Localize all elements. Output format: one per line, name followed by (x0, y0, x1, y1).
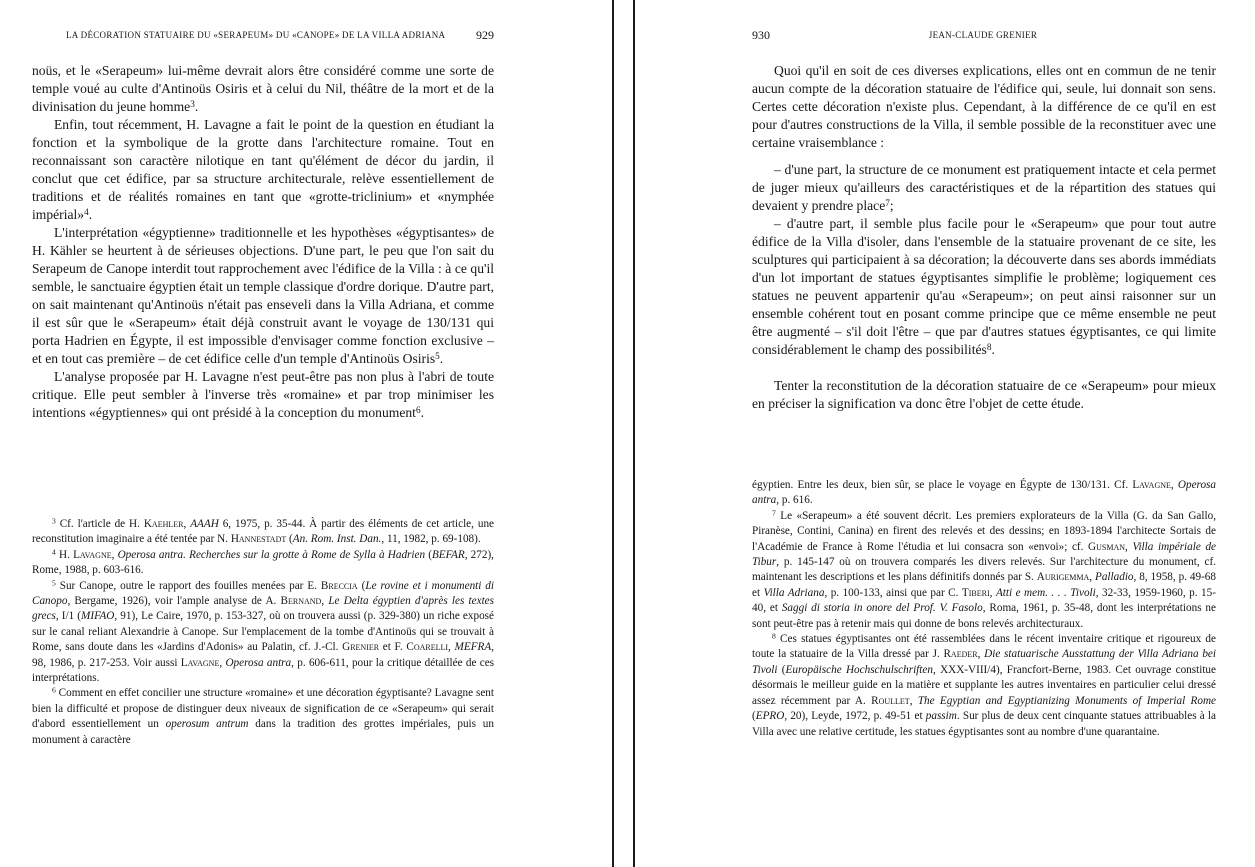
left-footnotes (32, 517, 494, 748)
right-page-number: 930 (752, 28, 770, 42)
footnote-4: $^4$ H. Lavagne, Operosa antra. Recherches sur la grotte à Rome de Sylla à Hadrien (BEFAR, 272), Rome, 1988, p. 603-616. (32, 547, 494, 577)
footnote-5: $^5$ Sur Canope, outre le rapport des fouilles menées par E. Breccia (Le rovine et i monumenti di Canopo, Bergame, 1926), voir l'ample analyse de A. Bernand, Le Delta égyptien d'après les textes grecs, I/1 (MIFAO, 91), Le Caire, 1970, p. 153-327, où on trouvera aussi (p. 329-380) un riche exposé sur le canal reliant Alexandrie à Canope. Sur l'emplacement de la tombe d'Antinoüs qui se trouvait à Rome, sans doute dans les «Jardins d'Adonis» au Palatin, cf. J.-Cl. Grenier et F. Coarelli, MEFRA, 98, 1986, p. 217-253. Voir aussi Lavagne, Operosa antra, p. 606-611, pour la critique détaillée de ces interprétations. (32, 578, 495, 685)
left-running-header (66, 28, 494, 44)
right-running-head: JEAN-CLAUDE GRENIER (928, 30, 1038, 40)
gutter-line (612, 0, 614, 867)
paragraph: noüs, et le «Serapeum» lui-même devrait alors être considéré comme une sorte de temple voué au culte d'Antinoüs Osiris et à celui du Nil, théâtre de la mort et de la divinisation du jeune homme$^3$. (32, 63, 494, 114)
right-page (636, 0, 1255, 867)
paragraph: Quoi qu'il en soit de ces diverses explications, elles ont en commun de ne tenir aucun compte de la décoration statuaire de l'édifice qui, seule, lui donnait son sens. Certes cette décoration n'existe plus. Cependant, à la différence de ce qu'il en est pour d'autres constructions de la Villa, il semble possible de la reconstituer avec une certaine vraisemblance : (752, 63, 1216, 150)
footnote-3: $^3$ Cf. l'article de H. Kaehler, AAAH 6, 1975, p. 35-44. À partir des éléments de cet article, une reconstitution imaginaire a été tentée par N. Hannestadt (An. Rom. Inst. Dan., 11, 1982, p. 69-108). (32, 516, 495, 546)
footnote-ref: 6 (415, 404, 421, 415)
left-running-head: LA DÉCORATION STATUAIRE DU «SERAPEUM» DU «CANOPE» DE LA VILLA ADRIANA (66, 30, 446, 40)
left-body-text (32, 62, 494, 422)
paragraph: L'analyse proposée par H. Lavagne n'est peut-être pas non plus à l'abri de toute critique. Elle peut sembler à l'inverse très «romaine» et par trop minimiser les intentions «égyptiennes» qui ont présidé à la conception du monument$^6$. (32, 369, 494, 420)
right-body-text (752, 62, 1216, 413)
footnote-ref: 8 (986, 341, 992, 352)
footnote-ref: 3 (190, 98, 195, 109)
footnote-7: $^7$ Le «Serapeum» a été souvent décrit. Les premiers explorateurs de la Villa (G. da San Gallo, Piranèse, Contini, Canina) en firent des relevés et des dessins; en 1893-1894 l'architecte Sortais de l'Académie de France à Rome l'étudia et lui consacra son «envoi»; cf. Gusman, Villa impériale de Tibur, p. 145-147 où on trouvera comparés les divers relevés. Sur l'architecture du monument, cf. maintenant les descriptions et les plans définitifs donnés par S. Aurigemma, Palladio, 8, 1958, p. 49-68 et Villa Adriana, p. 100-133, ainsi que par C. Tiberi, Atti e mem. . . . Tivoli, 32-33, 1959-1960, p. 15-40, et Saggi di storia in onore del Prof. V. Fasolo, Roma, 1961, p. 35-48, dont les interprétations ne sont peut-être pas à retenir mais qui donne de bons relevés architecturaux. (752, 508, 1217, 630)
footnote-ref: 5 (435, 350, 440, 361)
footnote-ref: 7 (885, 197, 890, 208)
paragraph: L'interprétation «égyptienne» traditionnelle et les hypothèses «égyptisantes» de H. Kähler se heurtent à de sérieuses objections. D'une part, le peu que l'on sait du Serapeum de Canope interdit tout rapprochement avec l'édifice de la Villa : à ce qu'il semble, le sanctuaire égyptien était un temple classique d'ordre dorique. D'autre part, on sait maintenant qu'Antinoüs n'était pas enseveli dans la Villa Adriana, et comme il est sûr que le «Serapeum» était déjà construit avant le voyage de 130/131 qui porta Hadrien en Égypte, il est impossible d'envisager comme fonction exclusive – et en tout cas première – de cet édifice celle d'un temple d'Antinoüs Osiris$^5$. (32, 225, 494, 366)
right-footnotes (752, 478, 1216, 740)
paragraph: Enfin, tout récemment, H. Lavagne a fait le point de la question en étudiant la fonction et la symbolique de la grotte dans l'architecture romaine. Tout en reconnaissant son caractère nilotique en tant qu'élément de décor du jardin, il conclut que cet édifice, par sa structure architecturale, relève essentiellement de traditions et de réalités romaines en tant que «grotte-triclinium» et «nymphée impérial»$^4$. (32, 117, 494, 222)
footnote-6-continued: égyptien. Entre les deux, bien sûr, se place le voyage en Égypte de 130/131. Cf. Lavagne, Operosa antra, p. 616. (752, 479, 1217, 507)
paragraph: – d'une part, la structure de ce monument est pratiquement intacte et cela permet de juger mieux qu'ailleurs des caractéristiques et de la répartition des statues qui devaient y prendre place$^7$; (752, 162, 1216, 213)
left-page (0, 0, 612, 867)
right-running-header (752, 28, 1214, 44)
footnote-6: $^6$ Comment en effet concilier une structure «romaine» et une décoration égyptisante? Lavagne sent bien la difficulté et propose de distinguer deux niveaux de signification de ce «Serapeum» qui serait d'abord essentiellement un operosum antrum dans la tradition des grottes impériales, puis un monument à caractère (32, 686, 494, 746)
paragraph: Tenter la reconstitution de la décoration statuaire de ce «Serapeum» pour mieux en préciser la signification va donc être l'objet de cette étude. (752, 378, 1216, 411)
gutter-line (633, 0, 635, 867)
paragraph: – d'autre part, il semble plus facile pour le «Serapeum» que pour tout autre édifice de la Villa d'isoler, dans l'ensemble de la statuaire provenant de ce site, les sculptures qui participaient à sa décoration; la découverte dans ses abords immédiats d'un lot important de statues égyptisantes simplifie le problème; logiquement ces statues ne peuvent appartenir qu'au «Serapeum»; on peut ainsi raisonner sur un ensemble cohérent tout en posant comme principe que ce même ensemble ne peut être augmenté – s'il doit l'être – que par d'autres statues égyptisantes, ce qui limite considérablement le champ des possibilités$^8$. (752, 216, 1216, 357)
left-page-number: 929 (476, 28, 494, 42)
footnote-ref: 4 (84, 206, 89, 217)
footnote-8: $^8$ Ces statues égyptisantes ont été rassemblées dans le récent inventaire critique et rigoureux de toute la statuaire de la Villa dressé par J. Raeder, Die statuarische Ausstattung der Villa Adriana bei Tivoli (Europäische Hochschulschriften, XXX-VIII/4), Francfort-Berne, 1983. Cet ouvrage constitue désormais le meilleur guide en la matière et supplante les autres inventaires en particulier celui dressé assez récemment par A. Roullet, The Egyptian and Egyptianizing Monuments of Imperial Rome (EPRO, 20), Leyde, 1972, p. 49-51 et passim. Sur plus de deux cent cinquante statues attribuables à la Villa avec une relative certitude, les statues égyptisantes sont au nombre d'une quarantaine. (752, 631, 1217, 738)
